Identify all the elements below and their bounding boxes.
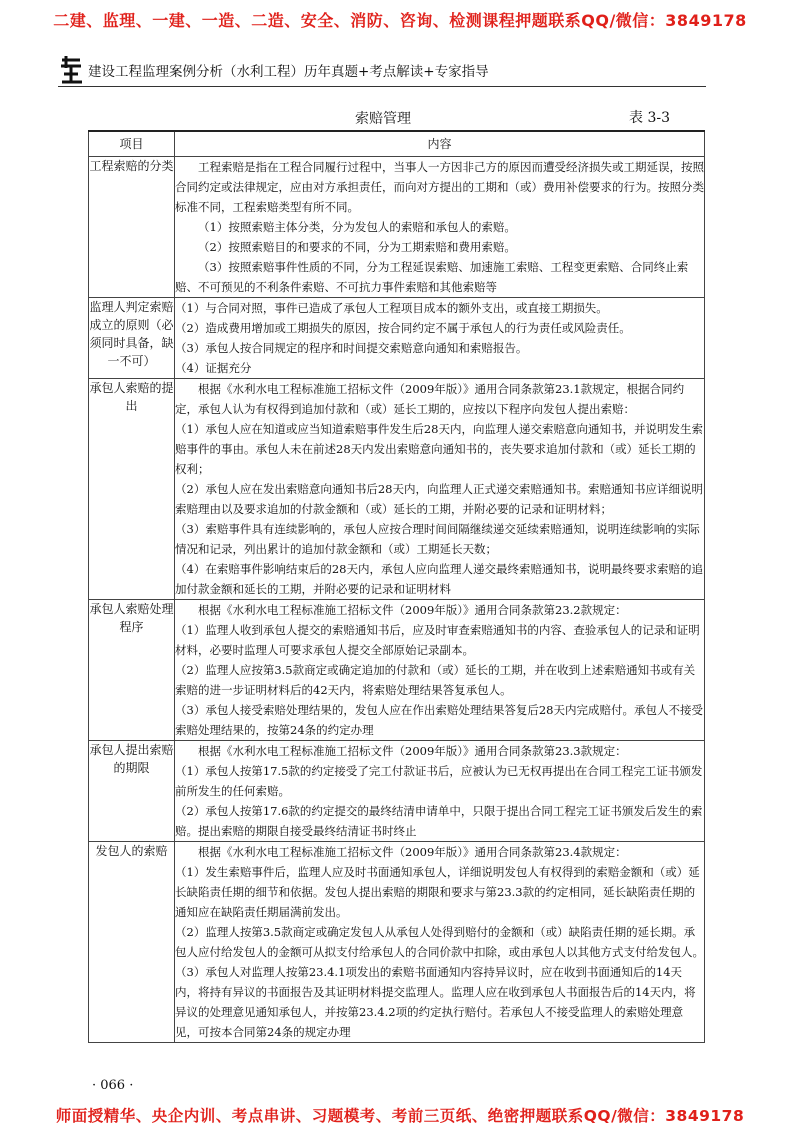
content-paragraph: （1）监理人收到承包人提交的索赔通知书后，应及时审查索赔通知书的内容、查验承包人的记录和证明材料，必要时监理人可要求承包人提交全部原始记录副本。 — [175, 623, 700, 657]
content-paragraph: （1）承包人应在知道或应当知道索赔事件发生后28天内，向监理人递交索赔意向通知书，并说明发生索赔事件的事由。承包人未在前述28天内发出索赔意向通知书的，丧失要求追加付款和（或）延长工期的权利； — [175, 422, 703, 476]
header-divider — [58, 86, 706, 87]
row-content — [175, 157, 705, 298]
content-paragraph: （2）监理人按第3.5款商定或确定发包人从承包人处得到赔付的金额和（或）缺陷责任期的延长期。承包人应付给发包人的金额可从拟支付给承包人的合同价款中扣除，或由承包人以其他方式支付给发包人。 — [175, 925, 704, 959]
row-content — [175, 379, 705, 600]
row-content — [175, 741, 705, 842]
content-paragraph: （3）索赔事件具有连续影响的，承包人应按合理时间间隔继续递交延续索赔通知，说明连续影响的实际情况和记录，列出累计的追加付款金额和（或）工期延长天数； — [175, 522, 700, 556]
table-number: 表 3-3 — [629, 110, 670, 126]
page-header — [58, 54, 758, 84]
content-paragraph: （3）承包人按合同规定的程序和时间提交索赔意向通知和索赔报告。 — [175, 341, 528, 355]
content-paragraph: （3）承包人接受索赔处理结果的，发包人应在作出索赔处理结果答复后28天内完成赔付。承包人不接受索赔处理结果的，按第24条的约定办理 — [175, 703, 703, 737]
row-content — [175, 600, 705, 741]
table-row — [89, 741, 705, 842]
row-item-label: 承包人索赔的提出 — [89, 379, 175, 600]
content-paragraph: （1）与合同对照，事件已造成了承包人工程项目成本的额外支出，或直接工期损失。 — [175, 301, 608, 315]
row-item-label: 工程索赔的分类 — [89, 157, 175, 298]
table-header-row — [89, 131, 705, 157]
content-paragraph: （1）承包人按第17.5款的约定接受了完工付款证书后，应被认为已无权再提出在合同工程完工证书颁发前所发生的任何索赔。 — [175, 764, 703, 798]
content-paragraph: （1）按照索赔主体分类，分为发包人的索赔和承包人的索赔。 — [198, 220, 516, 234]
page-number: · 066 · — [92, 1078, 134, 1093]
table-row — [89, 842, 705, 1043]
claims-table — [88, 130, 705, 1043]
content-paragraph: （4）在索赔事件影响结束后的28天内，承包人应向监理人递交最终索赔通知书，说明最终要求索赔的追加付款金额和延长的工期，并附必要的记录和证明材料 — [175, 562, 703, 596]
content-paragraph: 根据《水利水电工程标准施工招标文件（2009年版）》通用合同条款第23.4款规定： — [198, 845, 627, 859]
content-paragraph: （4）证据充分 — [175, 361, 252, 375]
content-paragraph: 根据《水利水电工程标准施工招标文件（2009年版）》通用合同条款第23.1款规定，根据合同约定，承包人认为有权得到追加付款和（或）延长工期的，应按以下程序向发包人提出索赔： — [175, 382, 685, 416]
table-row — [89, 600, 705, 741]
header-item: 项目 — [89, 131, 175, 157]
content-paragraph: （3）按照索赔事件性质的不同，分为工程延误索赔、加速施工索赔、工程变更索赔、合同终止索赔、不可预见的不利条件索赔、不可抗力事件索赔和其他索赔等 — [175, 260, 689, 294]
table-caption — [60, 108, 706, 128]
content-paragraph: （2）监理人应按第3.5款商定或确定追加的付款和（或）延长的工期，并在收到上述索赔通知书或有关索赔的进一步证明材料后的42天内，将索赔处理结果答复承包人。 — [175, 663, 696, 697]
table-row — [89, 298, 705, 379]
header-content: 内容 — [175, 131, 705, 157]
content-paragraph: （2）承包人按第17.6款的约定提交的最终结清申请单中，只限于提出合同工程完工证书颁发后发生的索赔。提出索赔的期限自接受最终结清证书时终止 — [175, 804, 703, 838]
row-item-label: 承包人提出索赔的期限 — [89, 741, 175, 842]
row-content — [175, 842, 705, 1043]
row-content — [175, 298, 705, 379]
table-row — [89, 157, 705, 298]
table-row — [89, 379, 705, 600]
content-paragraph: （2）造成费用增加或工期损失的原因，按合同约定不属于承包人的行为责任或风险责任。 — [175, 321, 631, 335]
content-paragraph: （2）承包人应在发出索赔意向通知书后28天内，向监理人正式递交索赔通知书。索赔通知书应详细说明索赔理由以及要求追加的付款金额和（或）延长的工期，并附必要的记录和证明材料； — [175, 482, 703, 516]
content-paragraph: （3）承包人对监理人按第23.4.1项发出的索赔书面通知内容持异议时，应在收到书面通知后的14天内，将持有异议的书面报告及其证明材料提交监理人。监理人应在收到承包人书面报告后的14天内，将异议的处理意见通知承包人，并按第23.4.2项的约定执行赔付。若承包人不接受监理人的索赔处理意见，可按本合同第24条的规定办理 — [175, 965, 696, 1039]
content-paragraph: 根据《水利水电工程标准施工招标文件（2009年版）》通用合同条款第23.3款规定： — [198, 744, 627, 758]
content-paragraph: （1）发生索赔事件后，监理人应及时书面通知承包人，详细说明发包人有权得到的索赔金额和（或）延长缺陷责任期的细节和依据。发包人提出索赔的期限和要求与第23.3款的约定相同，延长缺陷责任期的通知应在缺陷责任期届满前发出。 — [175, 865, 700, 919]
book-logo-icon — [58, 54, 84, 84]
bottom-promo-banner: 师面授精华、央企内训、考点串讲、习题模考、考前三页纸、绝密押题联系QQ/微信：3849178 — [55, 1107, 745, 1125]
content-paragraph: （2）按照索赔目的和要求的不同，分为工期索赔和费用索赔。 — [198, 240, 516, 254]
table-title: 索赔管理 — [355, 111, 411, 127]
content-paragraph: 根据《水利水电工程标准施工招标文件（2009年版）》通用合同条款第23.2款规定： — [198, 603, 627, 617]
row-item-label: 监理人判定索赔成立的原则（必须同时具备，缺一不可） — [89, 298, 175, 379]
row-item-label: 发包人的索赔 — [89, 842, 175, 1043]
content-paragraph: 工程索赔是指在工程合同履行过程中，当事人一方因非己方的原因而遭受经济损失或工期延误，按照合同约定或法律规定，应由对方承担责任，而向对方提出的工期和（或）费用补偿要求的行为。按照分类标准不同，工程索赔类型有所不同。 — [175, 160, 704, 214]
book-title: 建设工程监理案例分析（水利工程）历年真题+考点解读+专家指导 — [88, 64, 489, 80]
row-item-label: 承包人索赔处理程序 — [89, 600, 175, 741]
top-promo-banner: 二建、监理、一建、一造、二造、安全、消防、咨询、检测课程押题联系QQ/微信：3849178 — [53, 11, 747, 30]
